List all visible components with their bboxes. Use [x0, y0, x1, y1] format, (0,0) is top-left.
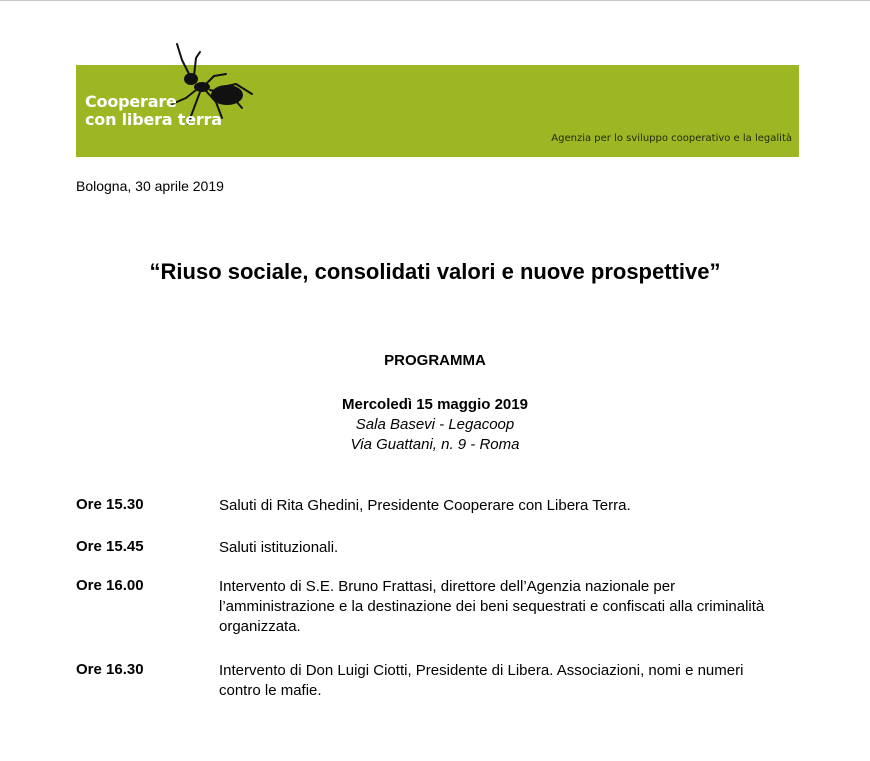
schedule-text: Intervento di S.E. Bruno Frattasi, direttore dell’Agenzia nazionale per l’amministrazione e la destinazione dei beni sequestrati e confiscati alla criminalità organizzata.: [219, 578, 765, 635]
agency-tagline: Agenzia per lo sviluppo cooperativo e la legalità: [551, 133, 792, 144]
schedule-text: Saluti istituzionali.: [219, 539, 339, 556]
document-title: “Riuso sociale, consolidati valori e nuove prospettive”: [149, 259, 721, 284]
document-date: Bologna, 30 aprile 2019: [76, 178, 224, 194]
event-date: Mercoledì 15 maggio 2019: [342, 396, 528, 413]
page-top-border: [0, 0, 870, 1]
logo-line-1: Cooperare: [85, 92, 177, 111]
schedule-text: Intervento di Don Luigi Ciotti, Presidente di Libera. Associazioni, nomi e numeri contro le mafie.: [219, 662, 744, 699]
schedule-text: Saluti di Rita Ghedini, Presidente Cooperare con Libera Terra.: [219, 497, 631, 514]
schedule-time: Ore 15.30: [76, 496, 144, 513]
program-heading: PROGRAMMA: [384, 352, 486, 369]
schedule-time: Ore 15.45: [76, 538, 144, 555]
schedule-time: Ore 16.00: [76, 577, 144, 594]
event-location: Sala Basevi - Legacoop: [355, 416, 515, 433]
event-address: Via Guattani, n. 9 - Roma: [350, 436, 520, 453]
logo-line-2: con libera terra: [85, 110, 222, 129]
schedule-time: Ore 16.30: [76, 661, 144, 678]
brand-logo-text: [85, 93, 222, 129]
